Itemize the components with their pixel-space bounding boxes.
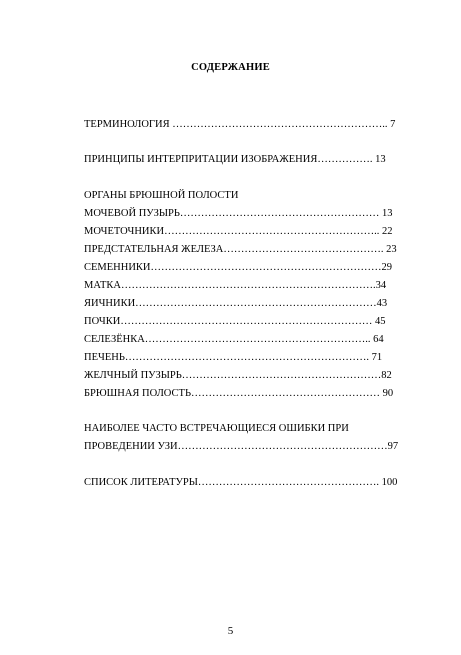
toc-page-number: 43 <box>376 298 388 309</box>
toc-entry-text: МОЧЕВОЙ ПУЗЫРЬ <box>84 208 180 219</box>
toc-leader: ……………………………………………………….. <box>144 334 374 345</box>
toc-entry-common-errors-line2 <box>84 440 398 453</box>
toc-entry-text: СЕЛЕЗЁНКА <box>84 334 145 345</box>
toc-entry-ureters <box>84 225 392 238</box>
toc-entry-text: ПРОВЕДЕНИИ УЗИ <box>84 441 178 452</box>
toc-section-heading-organs <box>84 189 238 202</box>
toc-leader: …………………………………………………… <box>177 441 388 452</box>
toc-page-number: 100 <box>381 477 398 488</box>
page-number: 5 <box>227 625 234 637</box>
toc-entry-uterus <box>84 279 386 292</box>
toc-entry-gallbladder <box>84 369 392 382</box>
toc-entry-text: БРЮШНАЯ ПОЛОСТЬ <box>84 388 191 399</box>
toc-entry-text: ПОЧКИ <box>84 316 121 327</box>
toc-entry-abdominal-cavity <box>84 387 393 400</box>
toc-page-number: 7 <box>390 119 396 130</box>
toc-page-number: 97 <box>387 441 399 452</box>
toc-leader: ……………………………………………………………. <box>124 352 372 363</box>
toc-leader: ……………………………………………. <box>197 477 382 488</box>
toc-leader: …………………………………………………………… <box>135 298 377 309</box>
page-title: СОДЕРЖАНИЕ <box>191 62 270 73</box>
toc-page-number: 71 <box>371 352 383 363</box>
toc-entry-text: ПЕЧЕНЬ <box>84 352 125 363</box>
toc-entry-text: СЕМЕННИКИ <box>84 262 151 273</box>
toc-leader: ……………………………………………………………… <box>120 316 375 327</box>
toc-entry-principles <box>84 153 386 166</box>
toc-entry-text: ПРЕДСТАТЕЛЬНАЯ ЖЕЛЕЗА <box>84 244 224 255</box>
toc-leader: …………………………………………………….. <box>164 226 382 237</box>
toc-leader: ………………………………………………………………. <box>121 280 376 291</box>
toc-leader: …………………………………………………….. <box>169 119 391 130</box>
toc-entry-kidneys <box>84 315 385 328</box>
toc-entry-text: МОЧЕТОЧНИКИ <box>84 226 165 237</box>
toc-entry-text: НАИБОЛЕЕ ЧАСТО ВСТРЕЧАЮЩИЕСЯ ОШИБКИ ПРИ <box>84 423 349 434</box>
toc-entry-text: ПРИНЦИПЫ ИНТЕРПРИТАЦИИ ИЗОБРАЖЕНИЯ <box>84 154 318 165</box>
toc-page-number: 90 <box>382 388 394 399</box>
toc-page-number: 34 <box>375 280 387 291</box>
toc-entry-ovaries <box>84 297 387 310</box>
toc-entry-text: ЯИЧНИКИ <box>84 298 136 309</box>
toc-leader: ……………………………………………… <box>190 388 383 399</box>
toc-page-number: 23 <box>386 244 397 255</box>
toc-entry-references <box>84 476 397 489</box>
toc-leader: ……………. <box>317 154 376 165</box>
toc-entry-text: МАТКА <box>84 280 121 291</box>
toc-entry-testes <box>84 261 392 274</box>
toc-entry-liver <box>84 351 382 364</box>
toc-entry-text: СПИСОК ЛИТЕРАТУРЫ <box>84 477 198 488</box>
toc-page-number: 64 <box>373 334 384 345</box>
toc-page-number: 13 <box>375 154 386 165</box>
toc-entry-prostate <box>84 243 397 256</box>
toc-entry-terminology <box>84 118 395 131</box>
toc-page-number: 29 <box>381 262 393 273</box>
toc-entry-spleen <box>84 333 384 346</box>
toc-page-number: 45 <box>374 316 386 327</box>
toc-leader: ………………………………………. <box>223 244 387 255</box>
toc-leader: ………………………………………………… <box>181 370 382 381</box>
toc-entry-common-errors-line1 <box>84 422 349 435</box>
toc-leader: ………………………………………………… <box>179 208 382 219</box>
toc-leader: ………………………………………………………… <box>150 262 382 273</box>
toc-entry-text: ЖЕЛЧНЫЙ ПУЗЫРЬ <box>84 370 182 381</box>
toc-page-number: 22 <box>381 226 393 237</box>
toc-page-number: 13 <box>381 208 393 219</box>
toc-page-number: 82 <box>381 370 392 381</box>
toc-entry-text: ТЕРМИНОЛОГИЯ <box>84 119 170 130</box>
toc-entry-text: ОРГАНЫ БРЮШНОЙ ПОЛОСТИ <box>84 190 239 201</box>
toc-entry-bladder <box>84 207 392 220</box>
